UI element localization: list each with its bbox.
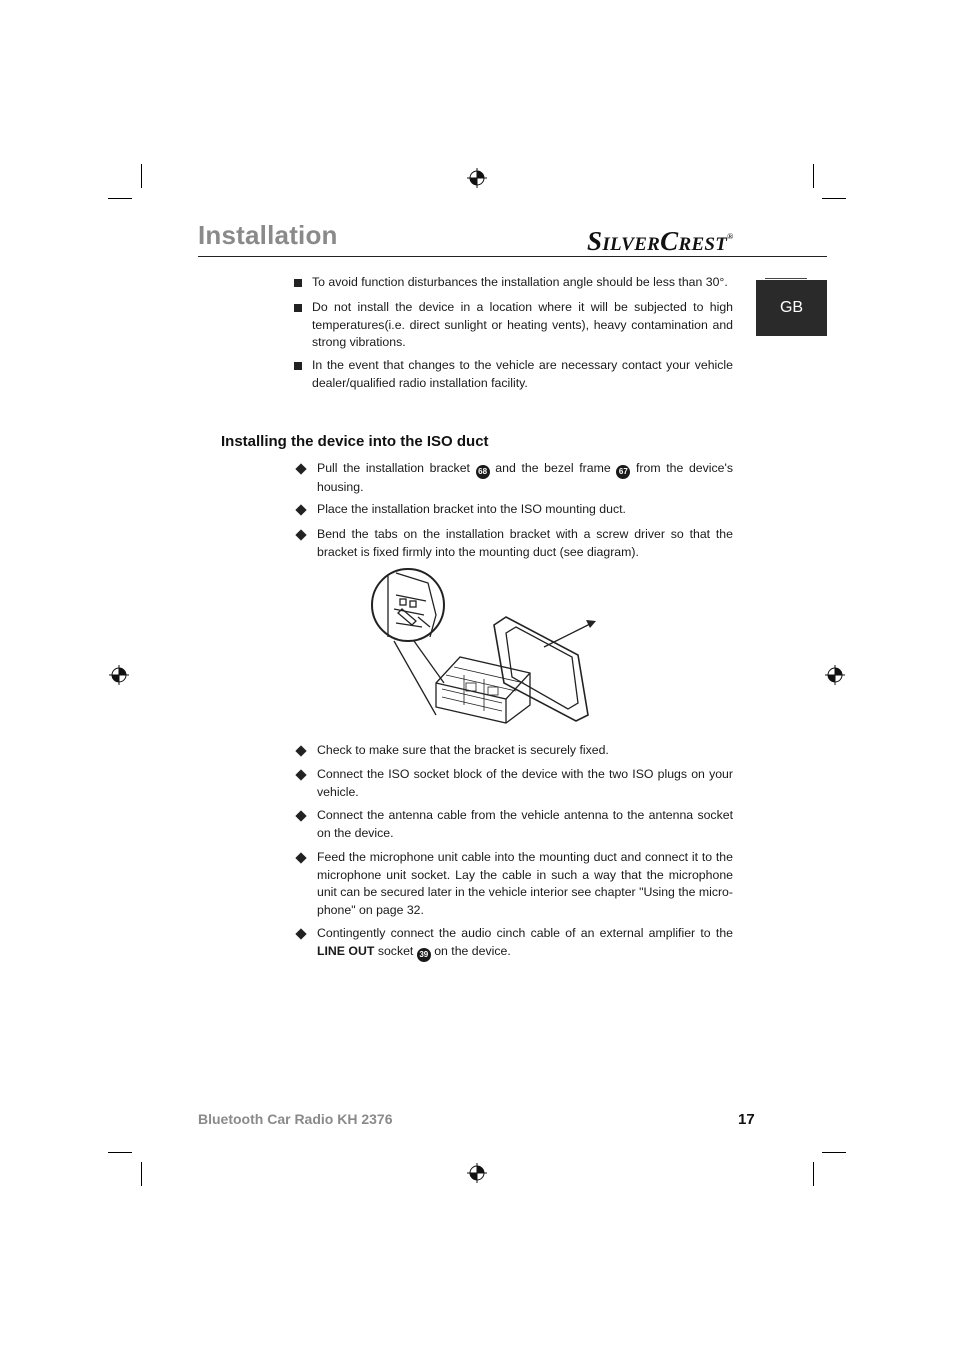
crop-mark (822, 1152, 846, 1153)
diamond-bullet-icon (295, 504, 306, 515)
crop-mark (108, 198, 132, 199)
crop-mark (813, 1162, 814, 1186)
line-out-label: LINE OUT (317, 943, 375, 958)
diamond-bullet-icon (295, 529, 306, 540)
language-tab: GB (756, 280, 827, 336)
step-item: Check to make sure that the bracket is securely fixed. (317, 743, 609, 757)
crop-mark (822, 198, 846, 199)
reference-number-badge: 68 (476, 465, 490, 479)
registration-mark-icon (467, 1163, 487, 1183)
reference-number-badge: 39 (417, 948, 431, 962)
diamond-bullet-icon (295, 769, 306, 780)
registration-mark-icon (109, 665, 129, 685)
diamond-bullet-icon (295, 928, 306, 939)
note-item: In the event that changes to the vehicle are necessary contact your vehicle dealer/qualified radio installation facility. (312, 358, 733, 390)
registration-mark-icon (825, 665, 845, 685)
product-name: Bluetooth Car Radio KH 2376 (198, 1111, 393, 1127)
diamond-bullet-icon (295, 745, 306, 756)
crop-mark (108, 1152, 132, 1153)
square-bullet-icon (294, 362, 302, 370)
section-heading: Installing the device into the ISO duct (221, 433, 489, 450)
page-title: Installation (198, 220, 338, 250)
step-item: Pull the installation bracket 68 and the bezel frame 67 from the device's housing. (317, 461, 734, 494)
step-item: Connect the antenna cable from the vehicle antenna to the antenna socket on the device. (317, 808, 733, 840)
installation-diagram (366, 565, 606, 725)
crop-mark (813, 164, 814, 188)
page-number: 17 (738, 1111, 755, 1128)
reference-number-badge: 67 (616, 465, 630, 479)
diamond-bullet-icon (295, 852, 306, 863)
step-item: Feed the microphone unit cable into the mounting duct and connect it to the microphone unit socket. Lay the cable in such a way that the microphone unit can be secured later in the vehicle interior see chapter "Using the micro-phone" on page 32. (317, 850, 733, 917)
tab-divider (765, 278, 807, 279)
step-item: Connect the ISO socket block of the device with the two ISO plugs on your vehicle. (317, 767, 733, 799)
diamond-bullet-icon (295, 810, 306, 821)
note-item: To avoid function disturbances the installation angle should be less than 30°. (312, 275, 728, 289)
diamond-bullet-icon (295, 463, 306, 474)
step-item: Bend the tabs on the installation bracket with a screw driver so that the bracket is fixed firmly into the mounting duct (see diagram). (317, 527, 733, 559)
crop-mark (141, 1162, 142, 1186)
brand-logo: SILVERCREST® (587, 226, 734, 256)
step-item: Contingently connect the audio cinch cable of an external amplifier to the LINE OUT socket 39 on the device. (317, 925, 733, 962)
square-bullet-icon (294, 279, 302, 287)
header-divider (198, 256, 827, 257)
crop-mark (141, 164, 142, 188)
square-bullet-icon (294, 304, 302, 312)
registration-mark-icon (467, 168, 487, 188)
step-item: Place the installation bracket into the ISO mounting duct. (317, 502, 626, 516)
note-item: Do not install the device in a location where it will be subjected to high temperatures(i.e. direct sunlight or heating vents), heavy contamination and strong vibrations. (312, 300, 733, 349)
